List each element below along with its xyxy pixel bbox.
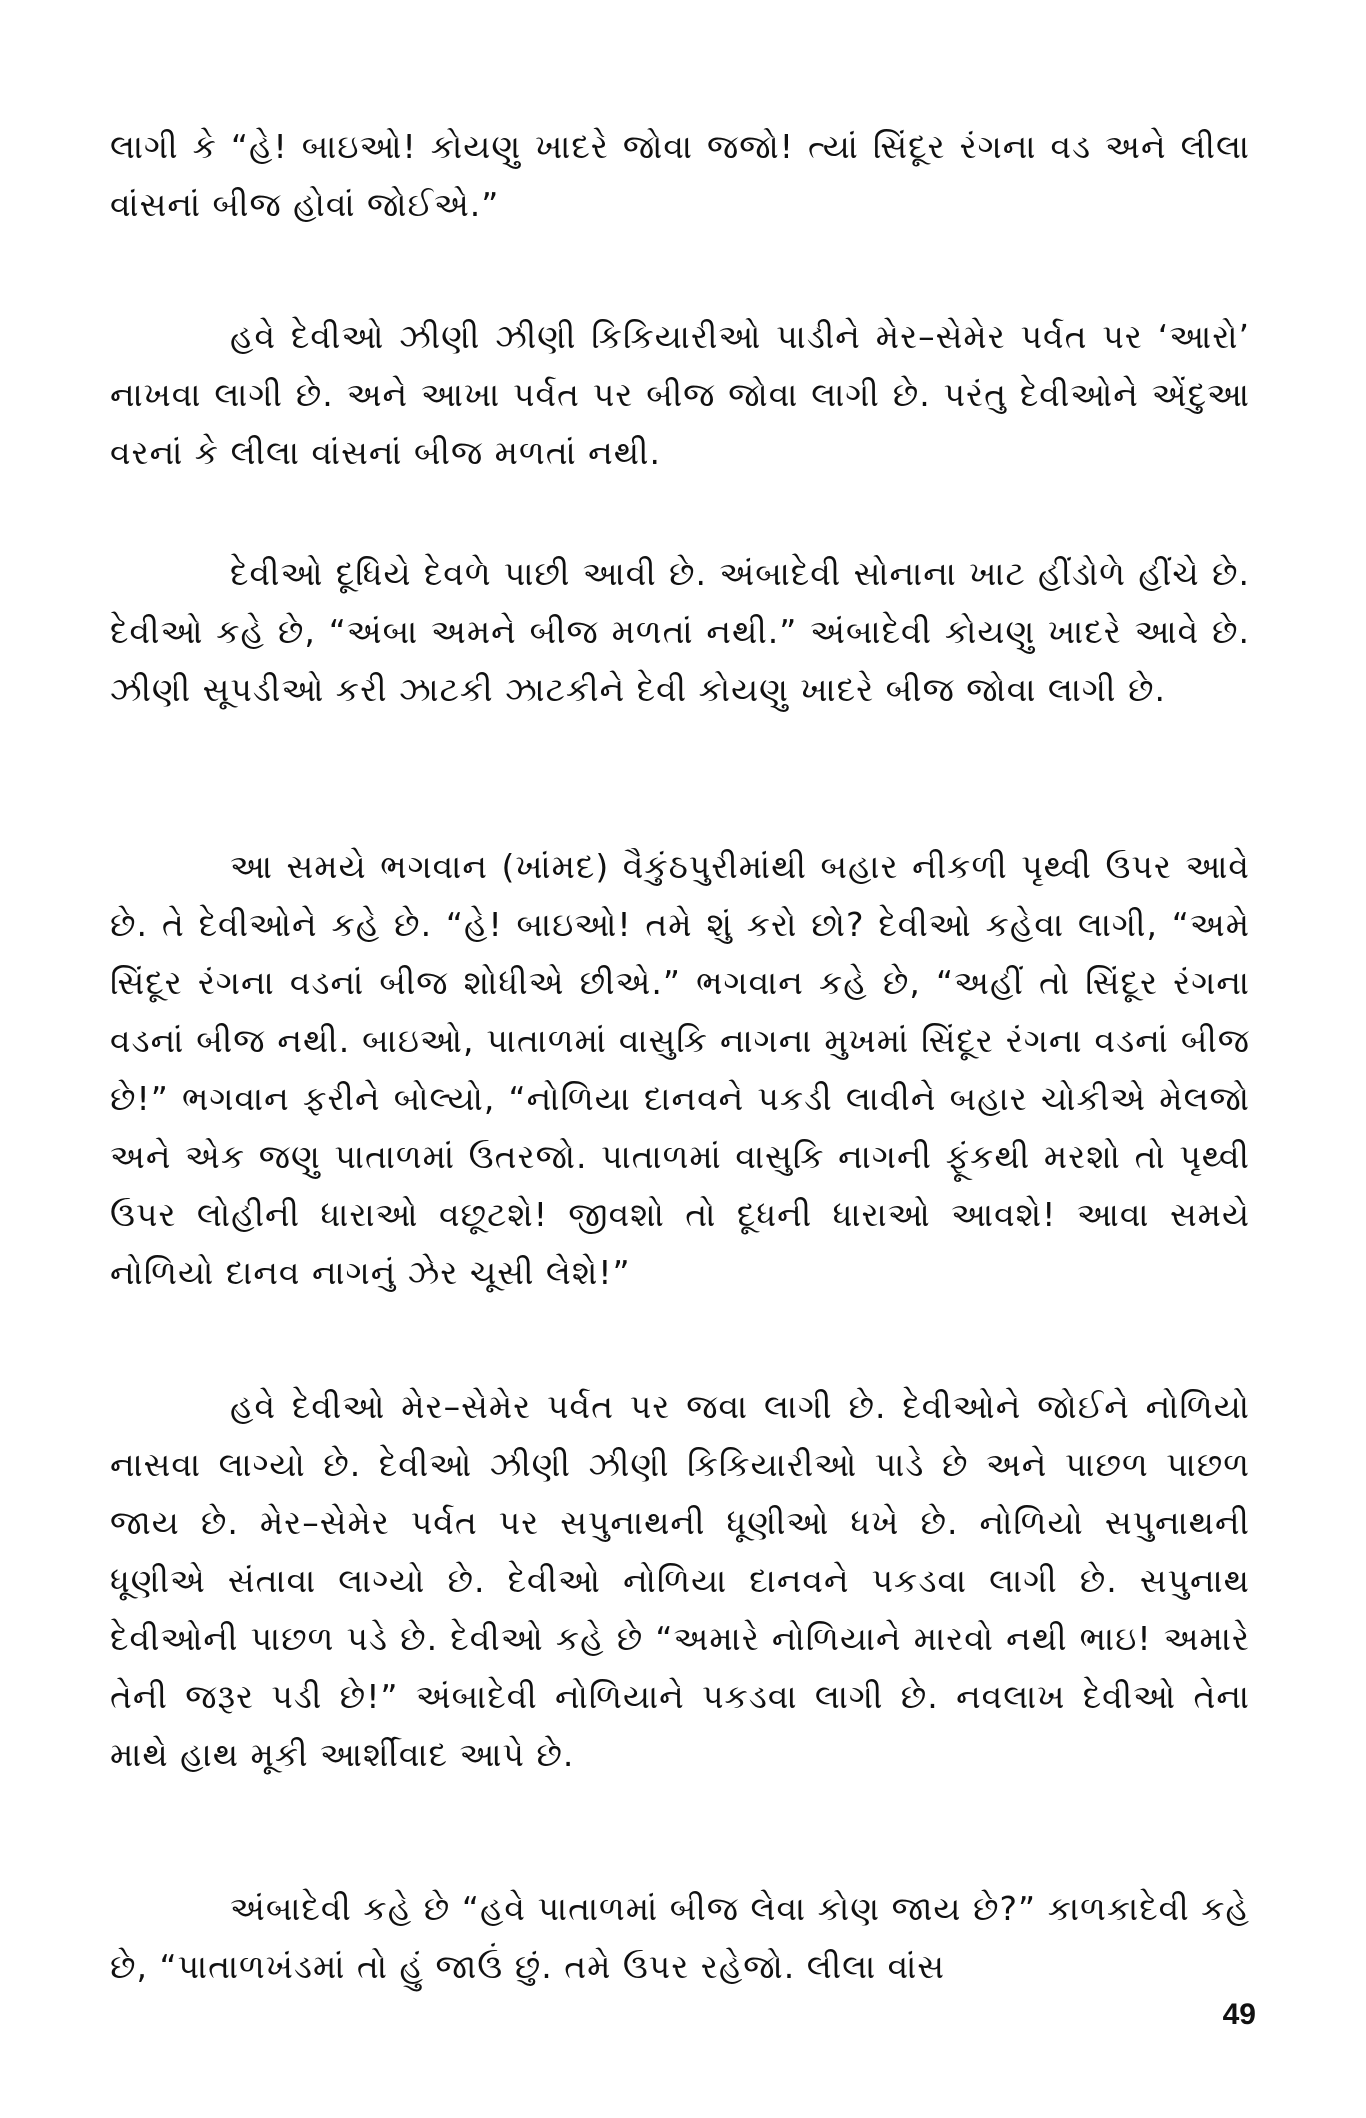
paragraph-6: અંબાદેવી કહે છે “હવે પાતાળમાં બીજ લેવા કોણ જાય છે?” કાળકાદેવી કહે છે, “પાતાળખંડમાં તો હું જાઉં છું. તમે ઉપર રહેજો. લીલા વાંસ xyxy=(110,1889,1250,1986)
paragraph-1: લાગી કે “હે! બાઇઓ! કોયણુ ખાદરે જોવા જજો! ત્યાં સિંદૂર રંગના વડ અને લીલા વાંસનાં બીજ હોવાં જોઈએ.” xyxy=(110,127,1250,224)
paragraph-4: આ સમયે ભગવાન (ખાંમદ) વૈકુંઠપુરીમાંથી બહાર નીકળી પૃથ્વી ઉપર આવે છે. તે દેવીઓને કહે છે. “હે! બાઇઓ! તમે શું કરો છો? દેવીઓ કહેવા લાગી, “અમે સિંદૂર રંગના વડનાં બીજ શોધીએ છીએ.” ભગવાન કહે છે, “અહીં તો સિંદૂર રંગના વડનાં બીજ નથી. બાઇઓ, પાતાળમાં વાસુકિ નાગના મુખમાં સિંદૂર રંગના વડનાં બીજ છે!” ભગવાન ફરીને બોલ્યો, “નોળિયા દાનવને પકડી લાવીને બહાર ચોકીએ મેલજો અને એક જણુ પાતાળમાં ઉતરજો. પાતાળમાં વાસુકિ નાગની ફૂંકથી મરશો તો પૃથ્વી ઉપર લોહીની ધારાઓ વછૂટશે! જીવશો તો દૂધની ધારાઓ આવશે! આવા સમયે નોળિયો દાનવ નાગનું ઝેર ચૂસી લેશે!” xyxy=(110,847,1250,1292)
paragraph-2: હવે દેવીઓ ઝીણી ઝીણી કિકિયારીઓ પાડીને મેર–સેમેર પર્વત પર ‘આરો’ નાખવા લાગી છે. અને આખા પર્વત પર બીજ જોવા લાગી છે. પરંતુ દેવીઓને એંદુઆ વરનાં કે લીલા વાંસનાં બીજ મળતાં નથી. xyxy=(110,317,1250,472)
paragraph-3: દેવીઓ દૂધિયે દેવળે પાછી આવી છે. અંબાદેવી સોનાના ખાટ હીંડોળે હીંચે છે. દેવીઓ કહે છે, “અંબા અમને બીજ મળતાં નથી.” અંબાદેવી કોયણુ ખાદરે આવે છે. ઝીણી સૂપડીઓ કરી ઝાટકી ઝાટકીને દેવી કોયણુ ખાદરે બીજ જોવા લાગી છે. xyxy=(110,554,1250,709)
page-number: 49 xyxy=(1222,1998,1256,2031)
paragraph-5: હવે દેવીઓ મેર–સેમેર પર્વત પર જવા લાગી છે. દેવીઓને જોઈને નોળિયો નાસવા લાગ્યો છે. દેવીઓ ઝીણી ઝીણી કિકિયારીઓ પાડે છે અને પાછળ પાછળ જાય છે. મેર–સેમેર પર્વત પર સપુનાથની ધૂણીઓ ધખે છે. નોળિયો સપુનાથની ધૂણીએ સંતાવા લાગ્યો છે. દેવીઓ નોળિયા દાનવને પકડવા લાગી છે. સપુનાથ દેવીઓની પાછળ પડે છે. દેવીઓ કહે છે “અમારે નોળિયાને મારવો નથી ભાઇ! અમારે તેની જરૂર પડી છે!” અંબાદેવી નોળિયાને પકડવા લાગી છે. નવલાખ દેવીઓ તેના માથે હાથ મૂકી આર્શીવાદ આપે છે. xyxy=(110,1387,1250,1774)
